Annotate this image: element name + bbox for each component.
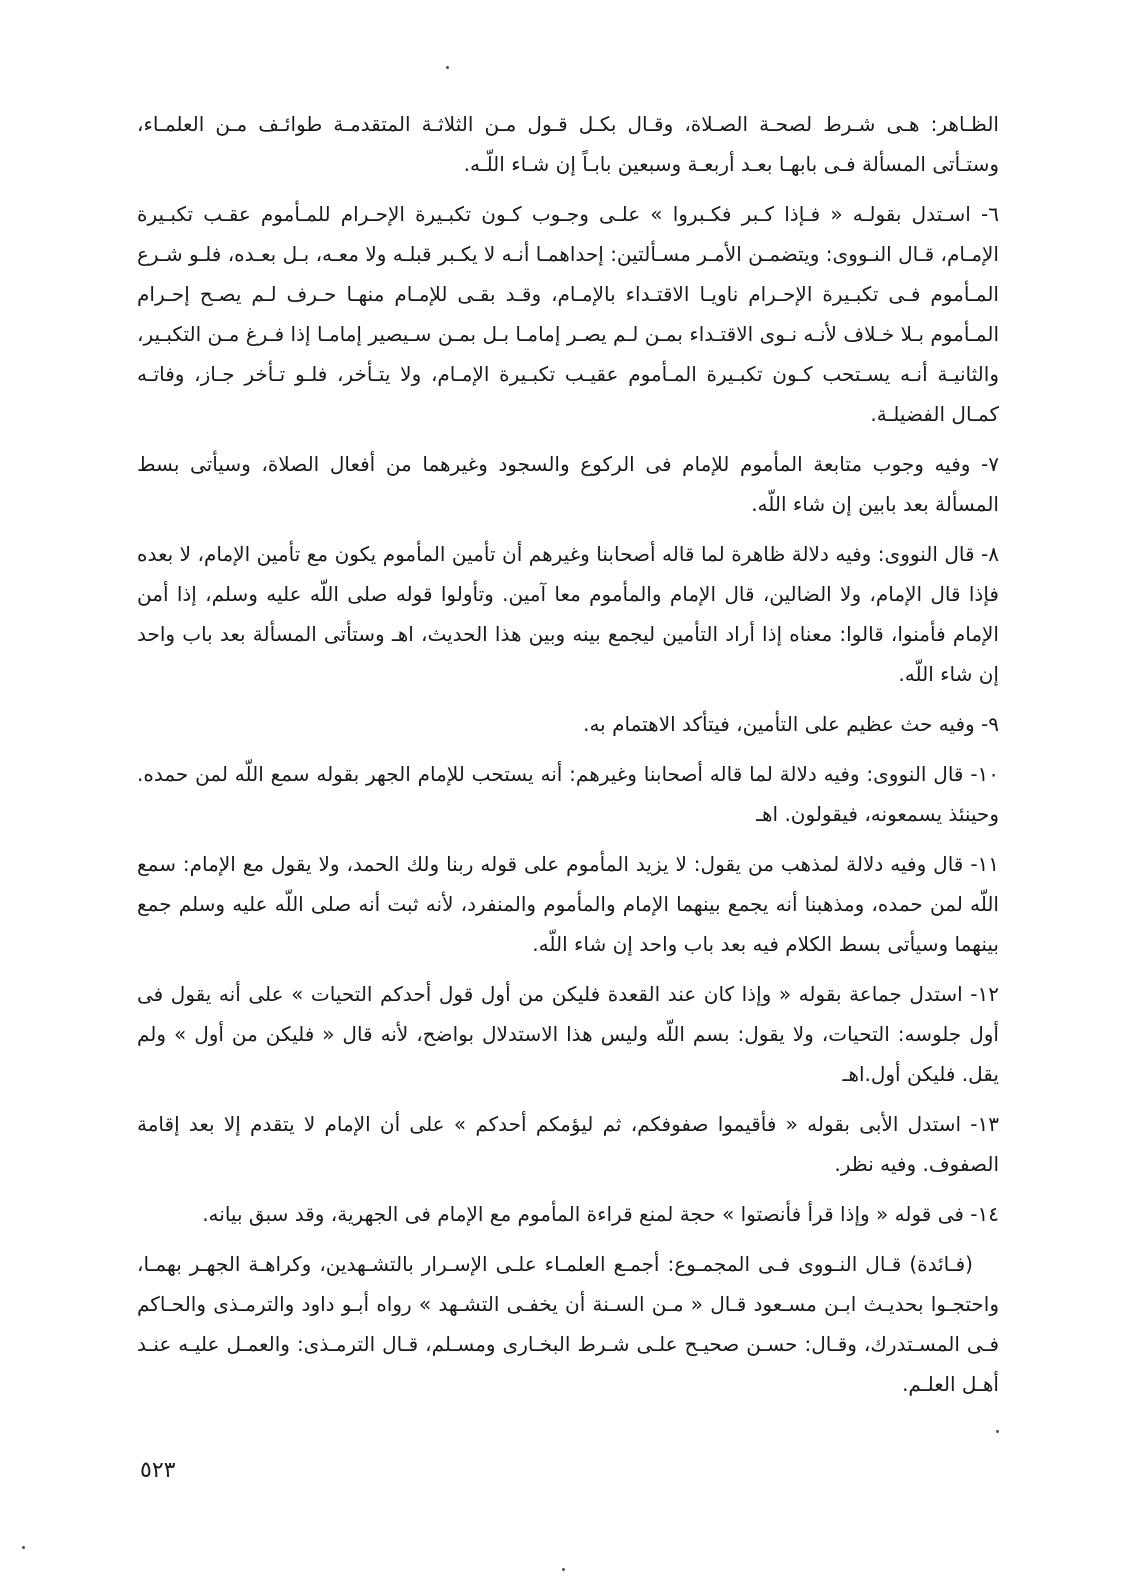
item-number: ١٣- [970, 1112, 999, 1136]
list-item [137, 974, 999, 1094]
item-number: ٧- [981, 452, 1000, 476]
scan-speck [562, 1568, 565, 1571]
scan-speck [996, 1430, 999, 1433]
item-text: اسـتدل بقولـه « فـإذا كـبر فكـبروا » علـى وجـوب كـون تكبـيرة الإحـرام للمـأموم عقـب تكبـيرة الإمـام، قـال النـووى: ويتضمـن الأمـر مسـألتين: إحداهمـا أنـه لا يكـبر قبلـه ولا معـه، بـل بعـده، فلـو شـرع المـأموم فـى تكبـيرة الإحـرام ناويـا الاقتـداء بالإمـام، وقـد بقـى للإمـام منهـا حـرف لـم يصـح إحـرام المـأموم بـلا خـلاف لأنـه نـوى الاقتـداء بمـن لـم يصـر إمامـا بـل بمـن سـيصير إمامـا إذا فـرغ مـن التكبـير، والثانيـة أنـه يسـتحب كـون تكبـيرة المـأموم عقيـب تكبـيرة الإمـام، ولا يتـأخر، فلـو تـأخر جـاز، وفاتـه كمـال الفضيلـة. [137, 202, 999, 426]
list-item [137, 844, 999, 964]
item-text: قال وفيه دلالة لمذهب من يقول: لا يزيد المأموم على قوله ربنا ولك الحمد، ولا يقول مع الإمام: سمع اللّه لمن حمده، ومذهبنا أنه يجمع بينهما الإمام والمأموم والمنفرد، لأنه ثبت أنه صلى اللّه عليه وسلم جمع بينهما وسيأتى بسط الكلام فيه بعد باب واحد إن شاء اللّه. [137, 852, 999, 956]
item-number: ٩- [981, 712, 999, 736]
list-item [137, 754, 999, 834]
note-paragraph: (فـائدة) قـال النـووى فـى المجمـوع: أجمـع العلمـاء علـى الإسـرار بالتشـهدين، وكراهـة الجهـر بهمـا، واحتجـوا بحديـث ابـن مسـعود قـال « مـن السـنة أن يخفـى التشـهد » رواه أبـو داود والترمـذى والحـاكم فـى المسـتدرك، وقـال: حسـن صحيـح علـى شـرط البخـارى ومسـلم، قـال الترمـذى: والعمـل عليـه عنـد أهـل العلـم. [137, 1252, 999, 1396]
list-item [137, 1104, 999, 1184]
item-number: ١٤- [970, 1202, 999, 1226]
item-number: ١٢- [970, 982, 999, 1006]
scan-speck [22, 1546, 25, 1549]
list-item [137, 194, 999, 434]
intro-paragraph: الظـاهر: هـى شـرط لصحـة الصـلاة، وقـال بكـل قـول مـن الثلاثـة المتقدمـة طوائـف مـن العلمـاء، وستـأتى المسألة فـى بابهـا بعـد أربعـة وسبعين بابـاً إن شـاء اللّـه. [137, 112, 999, 176]
item-number: ١٠- [970, 762, 1000, 786]
item-text: وفيه حث عظيم على التأمين، فيتأكد الاهتمام به. [583, 712, 975, 736]
list-item [137, 1194, 999, 1234]
item-text: وفيه وجوب متابعة المأموم للإمام فى الركوع والسجود وغيرهما من أفعال الصلاة، وسيأتى بسط المسألة بعد بابين إن شاء اللّه. [137, 452, 999, 516]
item-text: قال النووى: وفيه دلالة ظاهرة لما قاله أصحابنا وغيرهم أن تأمين المأموم يكون مع تأمين الإمام، لا بعده فإذا قال الإمام، ولا الضالين، قال الإمام والمأموم معا آمين. وتأولوا قوله صلى اللّه عليه وسلم، إذا أمن الإمام فأمنوا، قالوا: معناه إذا أراد التأمين ليجمع بينه وبين هذا الحديث، اهـ وستأتى المسألة بعد باب واحد إن شاء اللّه. [137, 542, 999, 686]
item-text: فى قوله « وإذا قرأ فأنصتوا » حجة لمنع قراءة المأموم مع الإمام فى الجهرية، وقد سبق بيانه. [202, 1202, 964, 1226]
list-item [137, 534, 999, 694]
item-text: قال النووى: وفيه دلالة لما قاله أصحابنا وغيرهم: أنه يستحب للإمام الجهر بقوله سمع اللّه لمن حمده. وحينئذ يسمعونه، فيقولون. اهـ [137, 762, 999, 826]
item-text: استدل جماعة بقوله « وإذا كان عند القعدة فليكن من أول قول أحدكم التحيات » على أنه يقول فى أول جلوسه: التحيات، ولا يقول: بسم اللّه وليس هذا الاستدلال بواضح، لأنه قال « فليكن من أول » ولم يقل. فليكن أول.اهـ [137, 982, 999, 1086]
list-item [137, 704, 999, 744]
scan-speck [446, 66, 449, 69]
item-number: ٨- [981, 542, 999, 566]
page-number: ٥٢٣ [140, 1458, 176, 1483]
item-text: استدل الأبى بقوله « فأقيموا صفوفكم، ثم ليؤمكم أحدكم » على أن الإمام لا يتقدم إلا بعد إقامة الصفوف. وفيه نظر. [137, 1112, 999, 1176]
list-item [137, 444, 999, 524]
page-body [137, 104, 999, 1414]
item-number: ٦- [981, 202, 999, 226]
item-number: ١١- [970, 852, 1000, 876]
